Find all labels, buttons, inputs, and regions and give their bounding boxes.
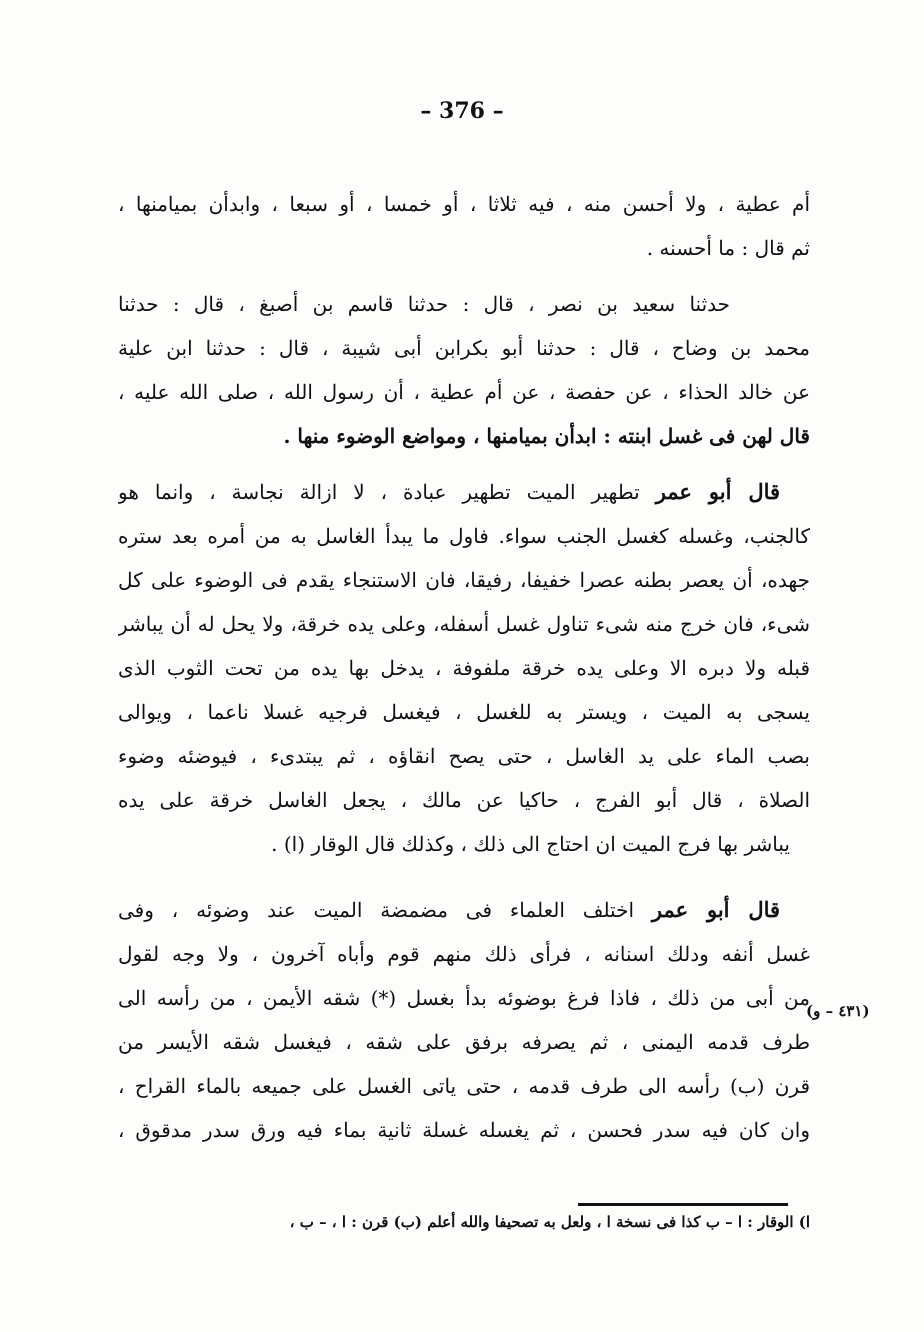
- text-line: شىء، فان خرج منه شىء تناول غسل أسفله، وعلى يده خرقة، ولا يحل له أن يباشر: [118, 612, 810, 636]
- text-line-rest: تطهير الميت تطهير عبادة ، لا ازالة نجاسة ، وانما هو: [118, 480, 640, 504]
- footnote: ا) الوقار : ا – ب كذا فى نسخة ا ، ولعل به تصحيفا والله أعلم (ب) قرن : ا ، – ب ،: [289, 1213, 810, 1231]
- paragraph-3: [118, 470, 810, 866]
- text-line: كالجنب، وغسله كغسل الجنب سواء. فاول ما يبدأ الغاسل به من أمره بعد ستره: [118, 524, 810, 548]
- margin-note: (٤٣١ – و): [806, 1002, 870, 1020]
- text-line: بصب الماء على يد الغاسل ، حتى يصح انقاؤه ، ثم يبتدىء ، فيوضئه وضوء: [118, 744, 810, 768]
- paragraph-2: [118, 282, 810, 458]
- text-line: يسجى به الميت ، ويستر به للغسل ، فيغسل فرجيه غسلا ناعما ، ويوالى: [118, 700, 810, 724]
- paragraph-1: [118, 182, 810, 270]
- text-line: من أبى من ذلك ، فاذا فرغ بوضوئه بدأ بغسل (*) شقه الأيمن ، من رأسه الى: [118, 986, 810, 1010]
- paragraph-4: [118, 888, 810, 1152]
- text-line: محمد بن وضاح ، قال : حدثنا أبو بكرابن أبى شيبة ، قال : حدثنا ابن علية: [118, 336, 810, 360]
- text-line: جهده، أن يعصر بطنه عصرا خفيفا، رفيقا، فان الاستنجاء يقدم فى الوضوء على كل: [118, 568, 810, 592]
- text-line: حدثنا سعيد بن نصر ، قال : حدثنا قاسم بن أصبغ ، قال : حدثنا: [118, 292, 730, 316]
- text-line: عن خالد الحذاء ، عن حفصة ، عن أم عطية ، أن رسول الله ، صلى الله عليه ،: [118, 380, 810, 404]
- paragraph-lead: قال أبو عمر: [655, 479, 781, 504]
- text-line: غسل أنفه ودلك اسنانه ، فرأى ذلك منهم قوم وأباه آخرون ، ولا وجه لقول: [118, 942, 810, 966]
- text-line: قبله ولا دبره الا وعلى يده خرقة ملفوفة ، يدخل بها يده من تحت الثوب الذى: [118, 656, 810, 680]
- text-line: وان كان فيه سدر فحسن ، ثم يغسله غسلة ثانية بماء فيه ورق سدر مدقوق ،: [118, 1118, 810, 1142]
- text-line: يباشر بها فرج الميت ان احتاج الى ذلك ، وكذلك قال الوقار (ا) .: [271, 832, 790, 856]
- page-number: – 376 –: [420, 98, 504, 124]
- text-line-rest: اختلف العلماء فى مضمضة الميت عند وضوئه ، وفى: [118, 898, 635, 922]
- text-line: [118, 470, 810, 514]
- text-line: [118, 888, 810, 932]
- text-line: قرن (ب) رأسه الى طرف قدمه ، حتى ياتى الغسل على جميعه بالماء القراح ،: [118, 1074, 810, 1098]
- text-line: طرف قدمه اليمنى ، ثم يصرفه برفق على شقه ، فيغسل شقه الأيسر من: [118, 1030, 810, 1054]
- text-line: الصلاة ، قال أبو الفرج ، حاكيا عن مالك ، يجعل الغاسل خرقة على يده: [118, 788, 810, 812]
- text-line: أم عطية ، ولا أحسن منه ، فيه ثلاثا ، أو خمسا ، أو سبعا ، وابدأن بميامنها ،: [118, 192, 810, 216]
- paragraph-lead: قال أبو عمر: [651, 897, 781, 922]
- text-line: ثم قال : ما أحسنه .: [646, 236, 810, 260]
- text-line-bold: قال لهن فى غسل ابنته : ابدأن بميامنها ، ومواضع الوضوء منها .: [283, 424, 810, 448]
